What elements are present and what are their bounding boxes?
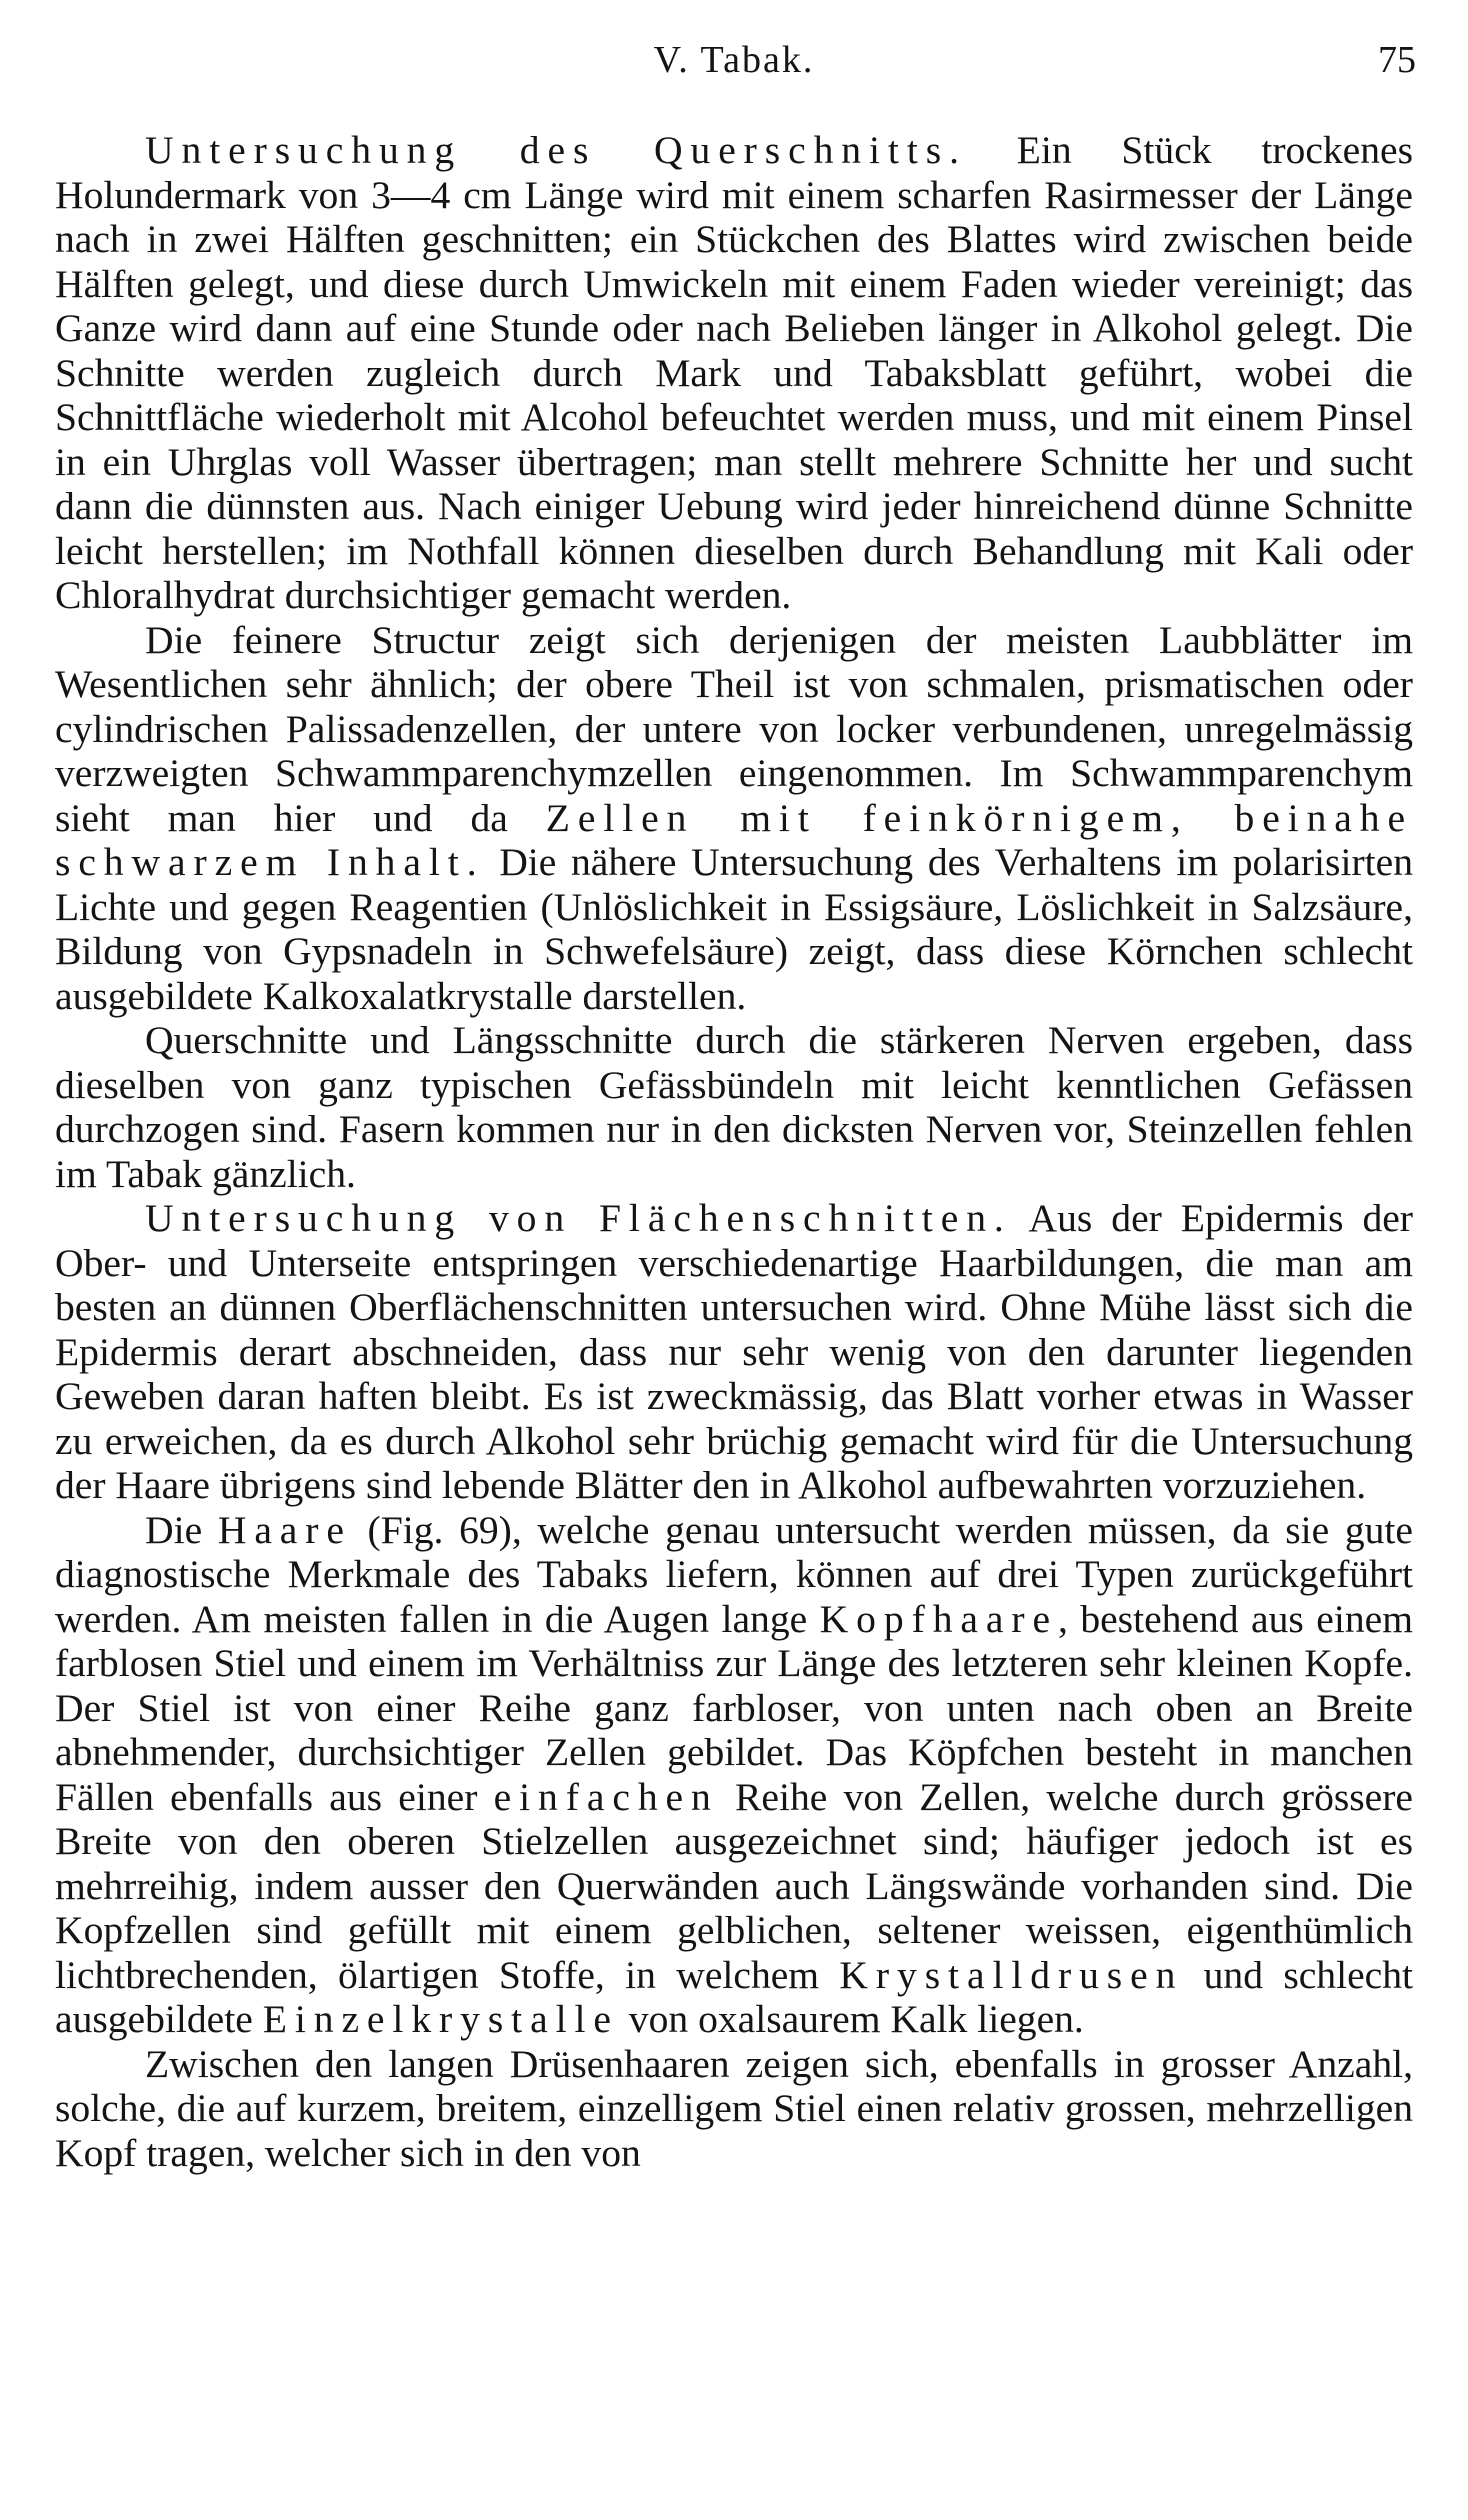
emphasized-text: Untersuchung des Querschnitts. bbox=[145, 128, 967, 172]
paragraph-hairs bbox=[55, 1508, 1413, 2042]
body-text bbox=[55, 128, 1413, 2175]
text-run: Die feinere Structur zeigt sich derjenigen der meisten Laubblätter im Wesentlichen sehr ähnlich; der obere Theil ist von schmalen, prismatischen oder cylindrischen Palissadenzellen, der untere von locker verbundenen, unregelmässig verzweigten Schwammparenchymzellen eingenommen. Im Schwammparenchym sieht man hier und da bbox=[55, 617, 1413, 840]
emphasized-text: einfachen bbox=[493, 1774, 719, 1819]
paragraph-surface-sections bbox=[55, 1196, 1413, 1508]
text-run: Querschnitte und Längsschnitte durch die stärkeren Nerven ergeben, dass dieselben von ganz typischen Gefässbündeln mit leicht kenntlichen Gefässen durchzogen sind. Fasern kommen nur in den dicksten Nerven vor, Steinzellen fehlen im Tabak gänzlich. bbox=[55, 1018, 1413, 1196]
emphasized-text: Krystalldrusen bbox=[839, 1952, 1184, 1997]
emphasized-text: Haare bbox=[217, 1507, 352, 1552]
paragraph-nerves bbox=[55, 1018, 1413, 1196]
paragraph-fine-structure bbox=[55, 618, 1413, 1019]
paragraph-glandular-hairs bbox=[55, 2042, 1413, 2176]
text-run: Die bbox=[145, 1507, 218, 1552]
running-header bbox=[0, 38, 1468, 88]
chapter-title: V. Tabak. bbox=[653, 39, 815, 81]
emphasized-text: Einzelkrystalle bbox=[262, 1997, 619, 2041]
emphasized-text: Kopfhaare bbox=[819, 1596, 1058, 1641]
text-run: Reihe von Zellen, welche durch grössere Breite von den oberen Stielzellen ausgezeichnet sind; häufiger jedoch ist es mehrreihig, indem ausser den Querwänden auch Längswände vorhanden sind. Die Kopfzellen sind gefüllt mit einem gelblichen, seltener weissen, eigenthümlich lichtbrechenden, ölartigen Stoffe, in welchem bbox=[55, 1774, 1413, 1997]
text-run: (Fig. 69), welche genau untersucht werden müssen, da sie gute diagnostische Merkmale des Tabaks liefern, können auf drei Typen zurückgeführt werden. Am meisten fallen in die Augen lange bbox=[55, 1507, 1413, 1641]
text-run: Zwischen den langen Drüsenhaaren zeigen sich, ebenfalls in grosser Anzahl, solche, die auf kurzem, breitem, einzelligem Stiel einen relativ grossen, mehrzelligen Kopf tragen, welcher sich in den von bbox=[55, 2041, 1413, 2175]
paragraph-cross-section bbox=[55, 128, 1413, 618]
text-run: Die nähere Untersuchung des Verhaltens im polarisirten Lichte und gegen Reagentien (Unlöslichkeit in Essigsäure, Löslichkeit in Salzsäure, Bildung von Gypsnadeln in Schwefelsäure) zeigt, dass diese Körnchen schlecht ausgebildete Kalkoxalatkrystalle darstellen. bbox=[55, 840, 1413, 1018]
text-run: , bestehend aus einem farblosen Stiel und einem im Verhältniss zur Länge des letzteren sehr kleinen Kopfe. Der Stiel ist von einer Reihe ganz farbloser, von unten nach oben an Breite abnehmender, durchsichtiger Zellen gebildet. Das Köpfchen besteht in manchen Fällen ebenfalls aus einer bbox=[55, 1596, 1413, 1819]
page-number: 75 bbox=[1378, 39, 1416, 81]
text-run: von oxalsaurem Kalk liegen. bbox=[618, 1997, 1084, 2041]
emphasized-text: Zellen mit feinkörnigem, beinahe schwarzem Inhalt. bbox=[55, 795, 1413, 884]
text-run: Ein Stück trockenes Holundermark von 3—4 cm Länge wird mit einem scharfen Rasirmesser der Länge nach in zwei Hälften geschnitten; ein Stückchen des Blattes wird zwischen beide Hälften gelegt, und diese durch Umwickeln mit einem Faden wieder vereinigt; das Ganze wird dann auf eine Stunde oder nach Belieben länger in Alkohol gelegt. Die Schnitte werden zugleich durch Mark und Tabaksblatt geführt, wobei die Schnittfläche wiederholt mit Alcohol befeuchtet werden muss, und mit einem Pinsel in ein Uhrglas voll Wasser übertragen; man stellt mehrere Schnitte her und sucht dann die dünnsten aus. Nach einiger Uebung wird jeder hinreichend dünne Schnitte leicht herstellen; im Nothfall können dieselben durch Behandlung mit Kali oder Chloralhydrat durchsichtiger gemacht werden. bbox=[55, 128, 1414, 617]
text-run: Aus der Epidermis der Ober- und Unterseite entspringen verschiedenartige Haarbildungen, die man am besten an dünnen Oberflächenschnitten untersuchen wird. Ohne Mühe lässt sich die Epidermis derart abschneiden, dass nur sehr wenig von den darunter liegenden Geweben daran haften bleibt. Es ist zweckmässig, das Blatt vorher etwas in Wasser zu erweichen, da es durch Alkohol sehr brüchig gemacht wird für die Untersuchung der Haare übrigens sind lebende Blätter den in Alkohol aufbewahrten vorzuziehen. bbox=[55, 1196, 1413, 1507]
emphasized-text: Untersuchung von Flächenschnitten. bbox=[145, 1196, 1012, 1240]
text-run: und schlecht ausgebildete bbox=[55, 1952, 1413, 2041]
